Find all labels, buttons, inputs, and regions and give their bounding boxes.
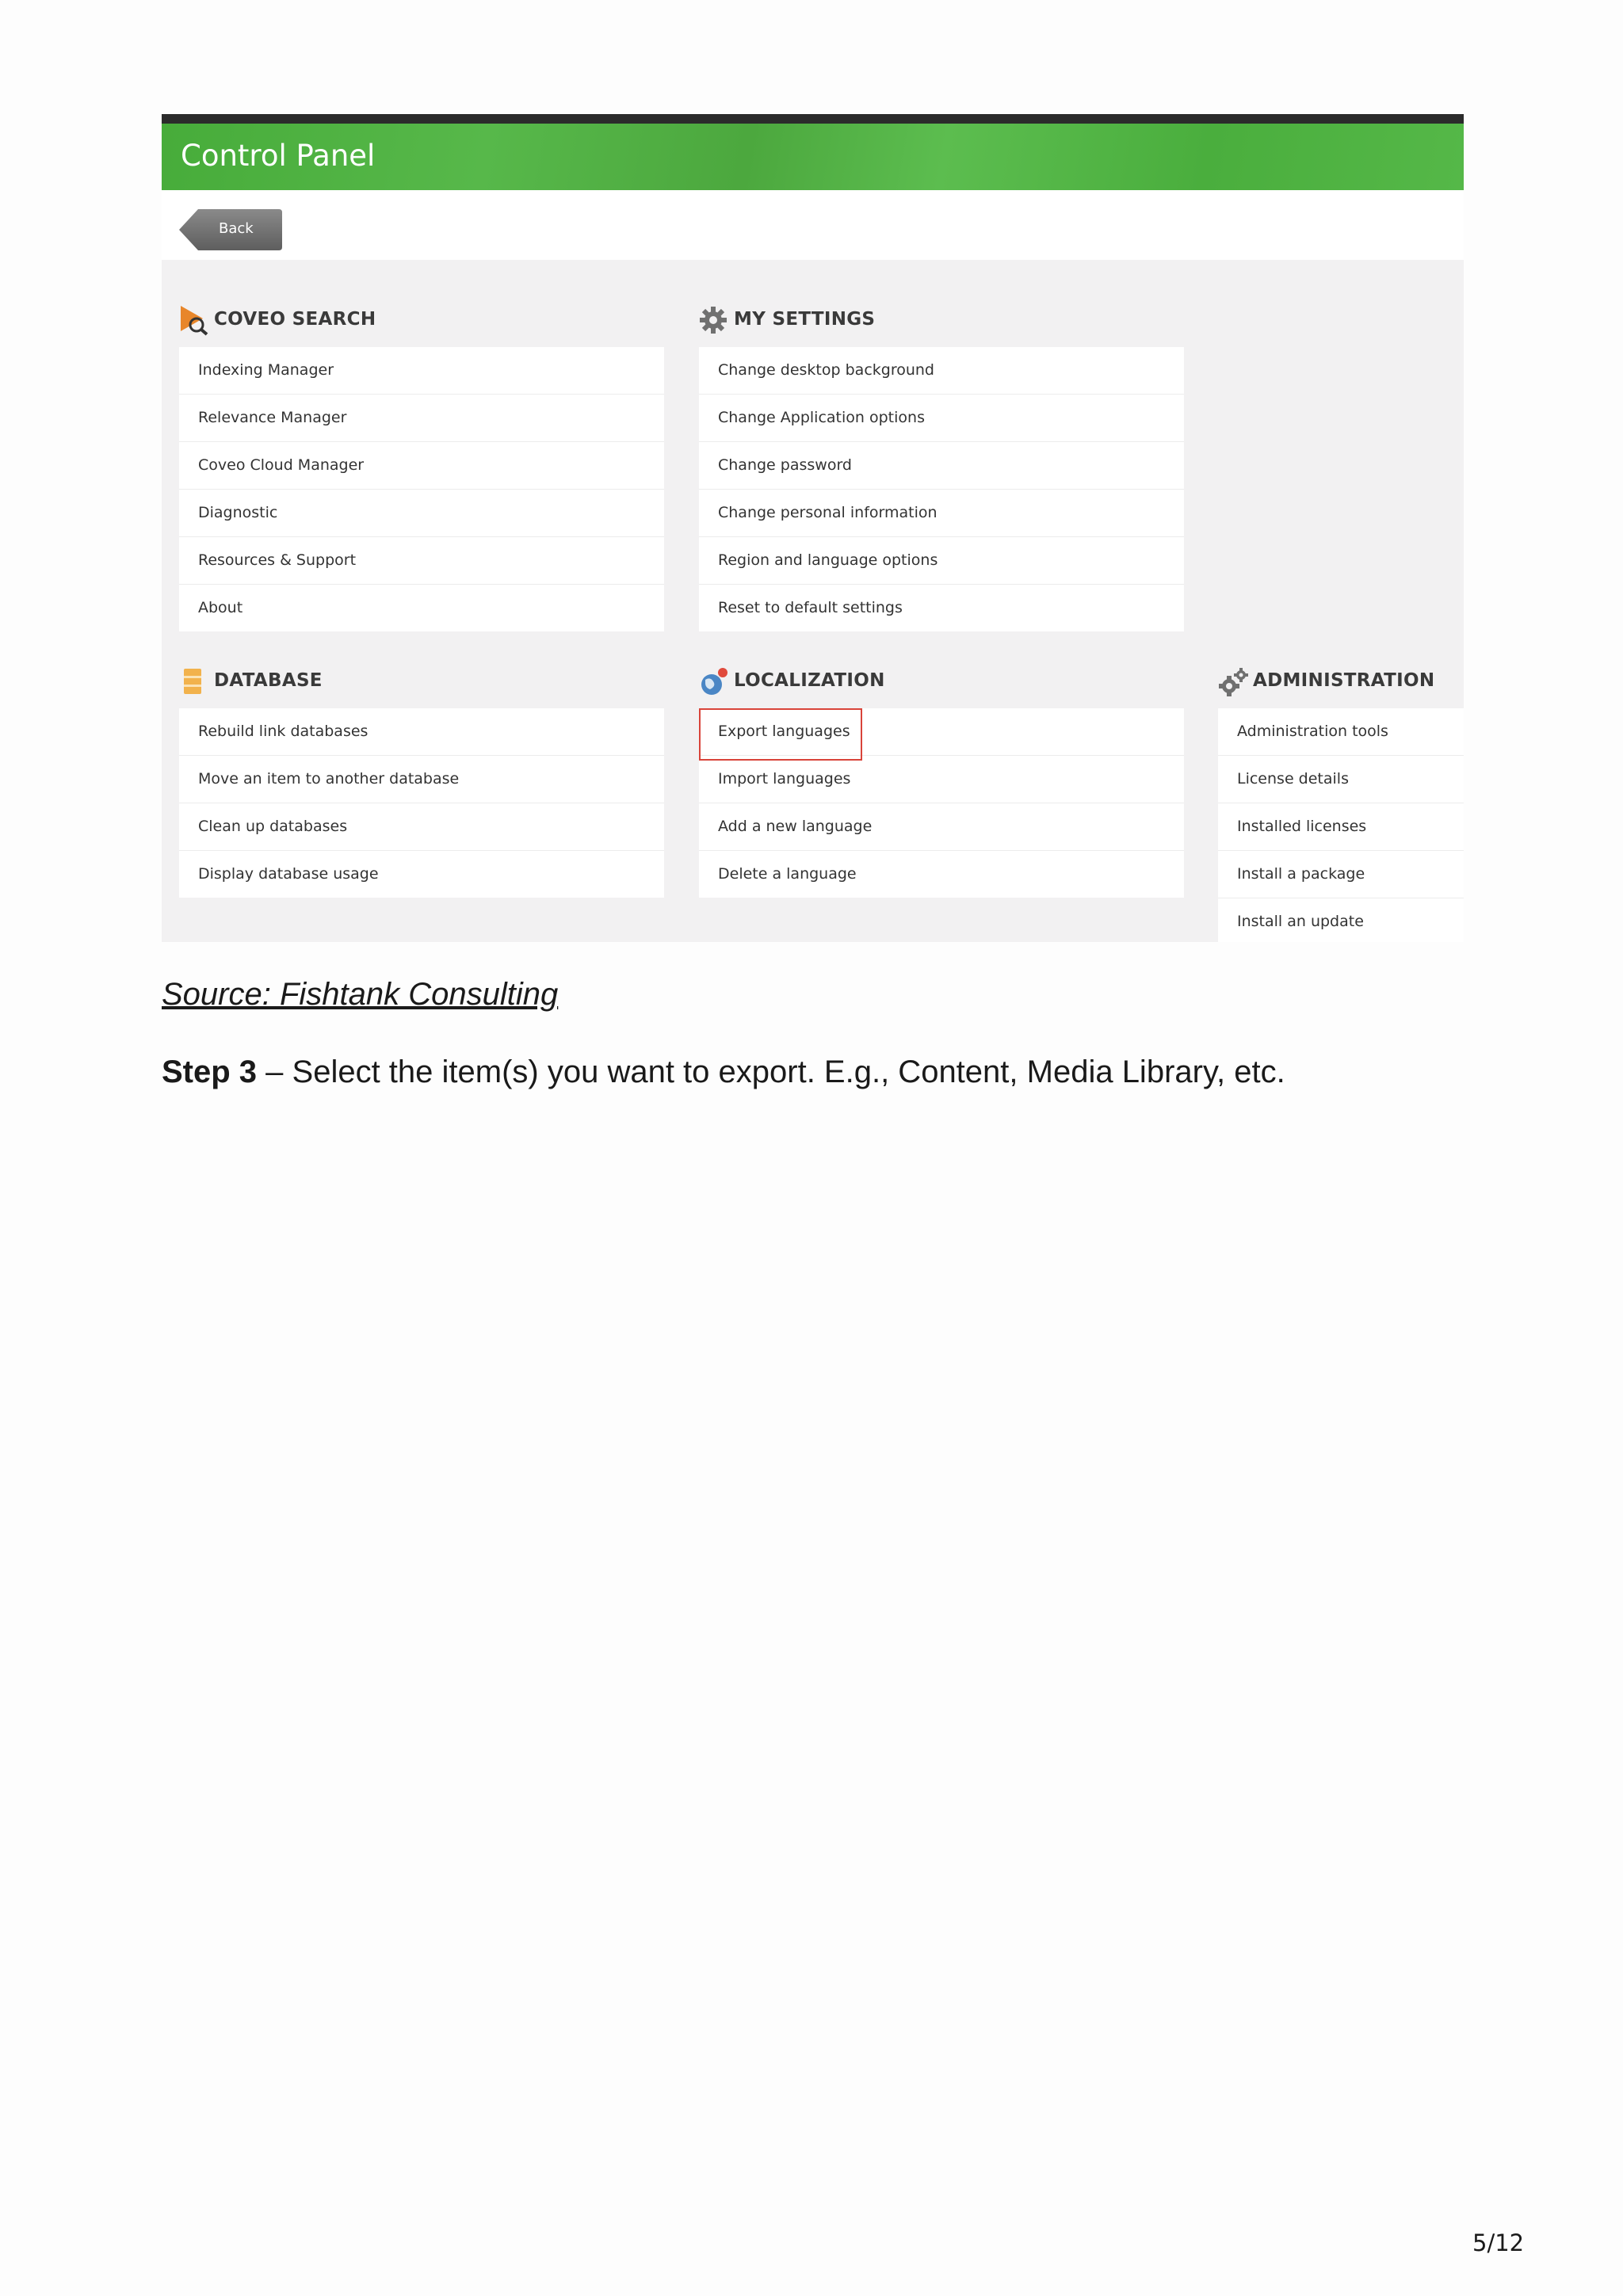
section-administration — [1218, 662, 1464, 942]
section-database — [179, 662, 664, 900]
section-header — [699, 301, 1184, 339]
coveo-search-list — [179, 347, 664, 631]
list-item[interactable] — [179, 347, 664, 395]
section-header — [699, 662, 1184, 700]
list-item[interactable] — [699, 537, 1184, 585]
list-item[interactable] — [179, 395, 664, 442]
list-item[interactable] — [179, 490, 664, 537]
list-item[interactable] — [699, 803, 1184, 851]
back-button[interactable] — [179, 208, 282, 252]
my-settings-list — [699, 347, 1184, 631]
page-title: Control Panel — [181, 139, 376, 173]
step-label: Step 3 — [162, 1055, 258, 1089]
list-item[interactable] — [179, 851, 664, 898]
source-caption[interactable]: Source: Fishtank Consulting — [162, 977, 559, 1012]
item-label: Resources & Support — [198, 551, 357, 569]
section-title: ADMINISTRATION — [1253, 670, 1435, 691]
highlight-box — [699, 708, 862, 761]
back-bar — [162, 190, 1464, 260]
section-title: MY SETTINGS — [734, 309, 876, 330]
list-item[interactable] — [179, 708, 664, 756]
item-label: License details — [1237, 770, 1349, 788]
item-label: Change personal information — [718, 504, 938, 521]
localization-list — [699, 708, 1184, 898]
list-item[interactable] — [699, 395, 1184, 442]
list-item[interactable] — [179, 585, 664, 631]
back-label: Back — [219, 220, 254, 237]
item-label: Install a package — [1237, 865, 1365, 883]
item-label: Relevance Manager — [198, 409, 347, 426]
page-number: 5/12 — [1472, 2229, 1525, 2256]
list-item[interactable] — [179, 803, 664, 851]
section-title: LOCALIZATION — [734, 670, 885, 691]
step-paragraph — [162, 1055, 1285, 1090]
list-item[interactable] — [1218, 756, 1464, 803]
section-localization — [699, 662, 1184, 900]
item-label: Reset to default settings — [718, 599, 903, 616]
list-item[interactable] — [699, 347, 1184, 395]
list-item[interactable] — [699, 756, 1184, 803]
database-icon — [179, 666, 211, 697]
section-header — [179, 662, 664, 700]
control-panel-header — [162, 124, 1464, 190]
list-item[interactable] — [1218, 851, 1464, 898]
item-label: Change desktop background — [718, 361, 934, 379]
list-item[interactable] — [179, 756, 664, 803]
top-dark-bar — [162, 114, 1464, 124]
database-list — [179, 708, 664, 898]
gear-icon — [699, 304, 731, 336]
section-header — [179, 301, 664, 339]
list-item[interactable] — [699, 490, 1184, 537]
item-label: Rebuild link databases — [198, 723, 369, 740]
administration-list — [1218, 708, 1464, 942]
section-coveo-search — [179, 301, 664, 634]
item-label: Administration tools — [1237, 723, 1388, 740]
list-item[interactable] — [699, 708, 1184, 756]
item-label: Install an update — [1237, 913, 1364, 930]
item-label: Delete a language — [718, 865, 857, 883]
item-label: Installed licenses — [1237, 818, 1367, 835]
list-item[interactable] — [699, 585, 1184, 631]
item-label: Change Application options — [718, 409, 925, 426]
section-header — [1218, 662, 1464, 700]
list-item[interactable] — [699, 851, 1184, 898]
list-item[interactable] — [699, 442, 1184, 490]
item-label: Export languages — [718, 723, 850, 740]
item-label: Region and language options — [718, 551, 938, 569]
item-label: Move an item to another database — [198, 770, 460, 788]
item-label: About — [198, 599, 243, 616]
list-item[interactable] — [179, 537, 664, 585]
item-label: Change password — [718, 456, 852, 474]
admin-gears-icon — [1218, 666, 1250, 697]
globe-icon — [699, 666, 731, 697]
section-my-settings — [699, 301, 1184, 634]
item-label: Coveo Cloud Manager — [198, 456, 365, 474]
list-item[interactable] — [1218, 898, 1464, 942]
item-label: Indexing Manager — [198, 361, 334, 379]
list-item[interactable] — [1218, 803, 1464, 851]
item-label: Display database usage — [198, 865, 379, 883]
item-label: Import languages — [718, 770, 851, 788]
section-title: COVEO SEARCH — [214, 309, 376, 330]
item-label: Add a new language — [718, 818, 873, 835]
control-panel-screenshot — [162, 114, 1464, 942]
step-text: – Select the item(s) you want to export. E.g., Content, Media Library, etc. — [257, 1055, 1285, 1089]
item-label: Diagnostic — [198, 504, 278, 521]
list-item[interactable] — [1218, 708, 1464, 756]
section-title: DATABASE — [214, 670, 323, 691]
coveo-search-icon — [179, 304, 211, 336]
item-label: Clean up databases — [198, 818, 348, 835]
list-item[interactable] — [179, 442, 664, 490]
